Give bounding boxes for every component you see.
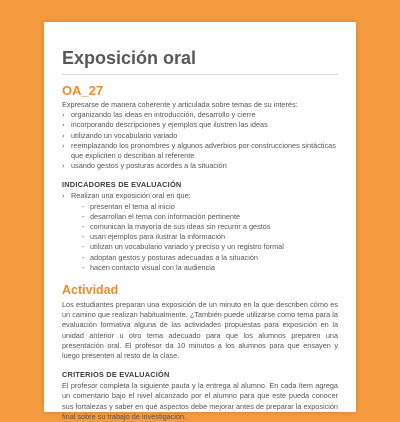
document-page — [44, 22, 356, 421]
page-title: Exposición oral — [62, 48, 197, 68]
dash-icon: - — [82, 252, 85, 262]
dash-icon: - — [82, 262, 85, 272]
activity-text: Los estudiantes preparan una exposición de un minuto en la que describen cómo es un camino que realizan habitualmente. ¿También puede utilizarse como tema para la evaluación formativa alguna de las actividades propuestas para exposición en la unidad anterior u otro tema adecuado para que los alumnos preparen una presentación oral. El profesor da 10 minutos a los alumnos para que ensayen y luego presenten al resto de la clase. — [62, 300, 338, 361]
objective-intro: Expresarse de manera coherente y articulada sobre temas de su interés: — [62, 100, 298, 109]
list-item: › utilizando un vocabulario variado — [62, 130, 178, 140]
arrow-right-icon: › — [62, 120, 65, 130]
title-divider — [62, 74, 338, 75]
list-item: › incorporando descripciones y ejemplos que ilustren las ideas — [62, 120, 268, 130]
list-item: - utilizan un vocabulario variado y preciso y un registro formal — [82, 242, 284, 252]
dash-icon: - — [82, 211, 85, 221]
criteria-text: El profesor completa la siguiente pauta y la entrega al alumno. En cada ítem agrega un comentario bajo el nivel alcanzado por el alumno para que este pueda conocer sus fortalezas y saber en qué aspectos debe mejorar antes de preparar la exposición final sobre su trabajo de investigación. — [62, 381, 338, 421]
arrow-right-icon: › — [62, 110, 65, 120]
list-item: › Realizan una exposición oral en que: — [62, 191, 191, 201]
indicators-heading: INDICADORES DE EVALUACIÓN — [62, 180, 182, 190]
list-item: - adoptan gestos y posturas adecuadas a la situación — [82, 252, 258, 262]
list-item: - usan ejemplos para ilustrar la información — [82, 232, 226, 242]
arrow-right-icon: › — [62, 130, 65, 140]
dash-icon: - — [82, 222, 85, 232]
arrow-right-icon: › — [62, 140, 65, 150]
list-item: › usando gestos y posturas acordes a la situación — [62, 161, 227, 171]
objective-list — [62, 110, 338, 171]
activity-title: Actividad — [62, 283, 119, 298]
list-item: - hacen contacto visual con la audiencia — [82, 262, 215, 272]
list-item: - desarrollan el tema con información pertinente — [82, 211, 241, 221]
objective-code: OA_27 — [62, 83, 104, 98]
list-item: - comunican la mayoría de sus ideas sin recurrir a gestos — [82, 222, 271, 232]
list-item: › reemplazando los pronombres y algunos adverbios por construcciones sintácticas que expliciten o describan al referente — [62, 140, 336, 161]
criteria-heading: CRITERIOS DE EVALUACIÓN — [62, 370, 170, 380]
list-item: › organizando las ideas en introducción, desarrollo y cierre — [62, 110, 256, 120]
indicators-list — [62, 202, 338, 273]
dash-icon: - — [82, 242, 85, 252]
arrow-right-icon: › — [62, 191, 65, 201]
dash-icon: - — [82, 232, 85, 242]
dash-icon: - — [82, 201, 85, 211]
list-item: - presentan el tema al inicio — [82, 201, 175, 211]
arrow-right-icon: › — [62, 161, 65, 171]
indicators-lead-list — [62, 191, 338, 201]
